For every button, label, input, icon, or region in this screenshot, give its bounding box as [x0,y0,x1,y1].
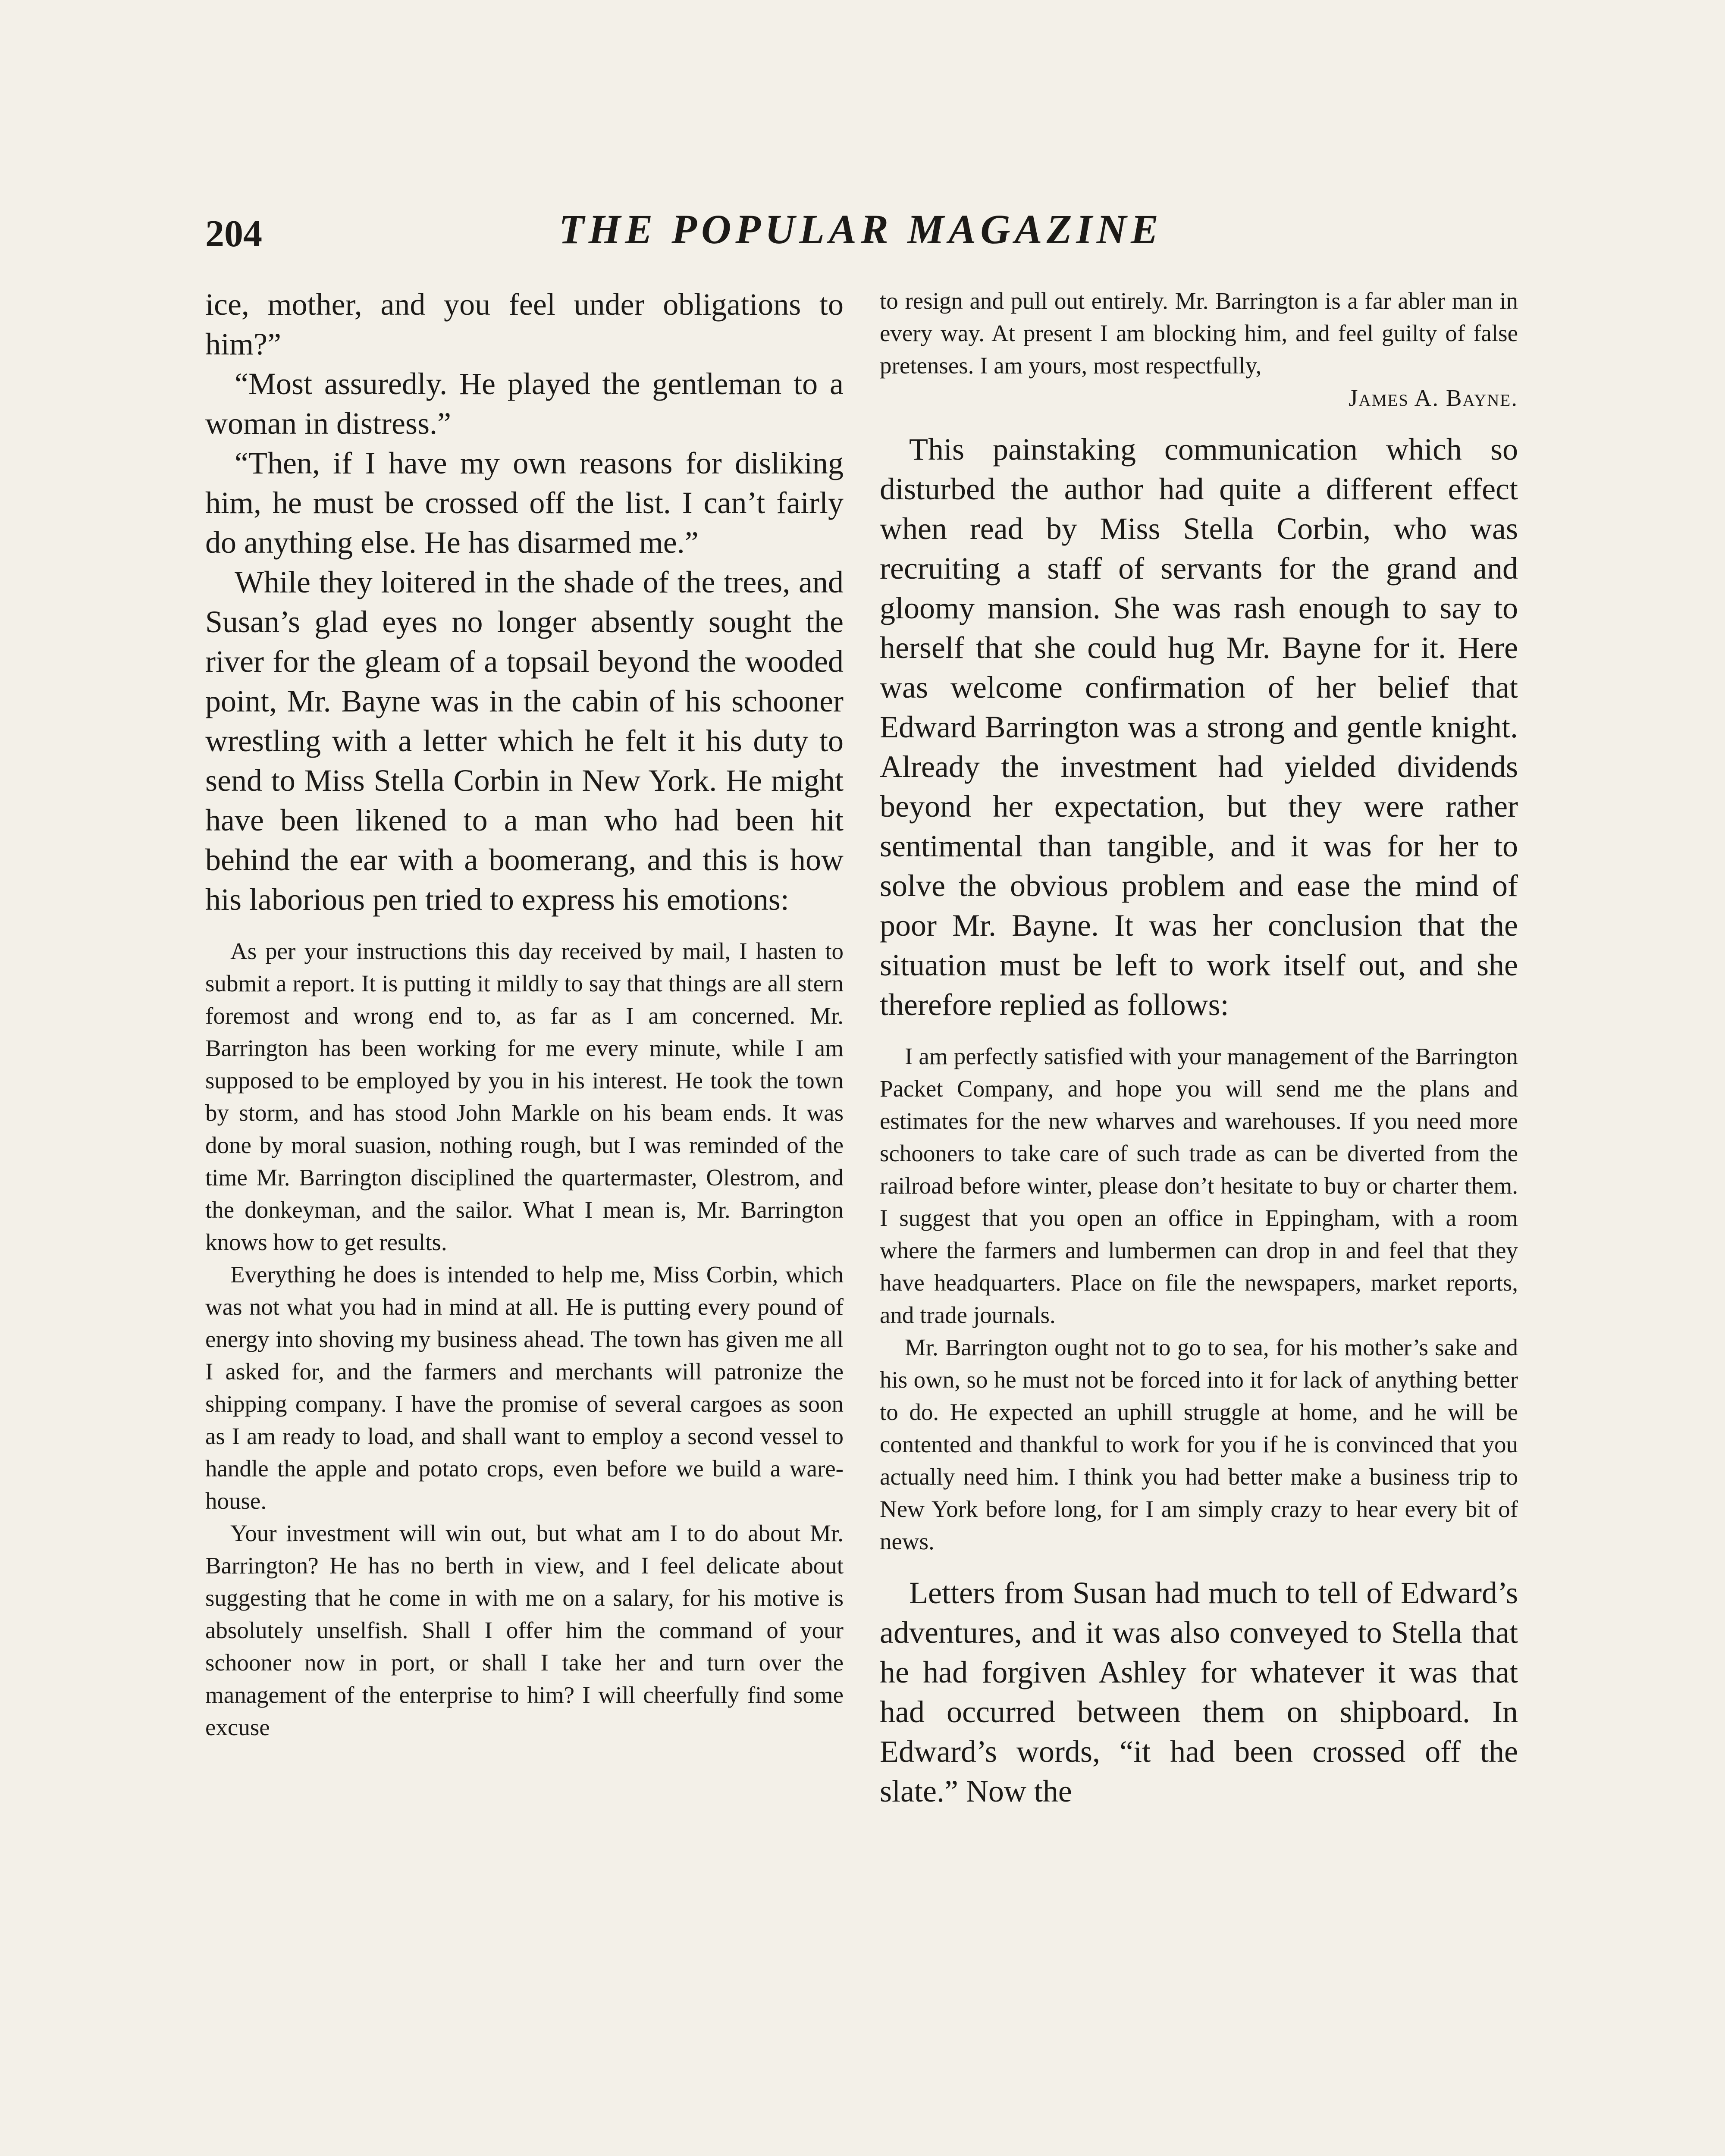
letter-paragraph: to resign and pull out entirely. Mr. Barrington is a far abler man in every way. At present I am blocking him, and feel guilty of false pretenses. I am yours, most respectfully, [880,288,1518,379]
right-column [880,285,1518,2156]
left-column [205,285,844,2156]
page-number: 204 [205,213,262,255]
letter-paragraph: Everything he does is intended to help me, Miss Corbin, which was not what you had in mind at all. He is putting every pound of energy into shoving my business ahead. The town has given me all I asked for, and the farmers and merchants will patronize the shipping company. I have the promise of several cargoes as soon as I am ready to load, and shall want to employ a second vessel to handle the apple and potato crops, even before we build a warehouse. [205,1261,844,1514]
signature-line [880,382,1518,414]
letter-paragraph: I am perfectly satisfied with your management of the Barrington Packet Company, and hope you will send me the plans and estimates for the new wharves and warehouses. If you need more schooners to take care of such trade as can be diverted from the railroad before winter, please don’t hesitate to buy or charter them. I suggest that you open an office in Eppingham, with a room where the farmers and lumbermen can drop in and feel that they have headquarters. Place on file the newspapers, market reports, and trade journals. [880,1043,1518,1328]
letter-paragraph: As per your instructions this day received by mail, I hasten to submit a report. It is putting it mildly to say that things are all stern foremost and wrong end to, as far as I am concerned. Mr. Barrington has been working for me every minute, while I am supposed to be employed by you in his interest. He took the town by storm, and has stood John Markle on his beam ends. It was done by moral suasion, nothing rough, but I was reminded of the time Mr. Barrington disciplined the quartermaster, Olestrom, and the donkeyman, and the sailor. What I mean is, Mr. Barrington knows how to get results. [205,938,844,1255]
letter-paragraph: Your investment will win out, but what am I to do about Mr. Barrington? He has no berth in view, and I feel delicate about suggesting that he come in with me on a salary, for his motive is absolutely unselfish. Shall I offer him the command of your schooner now in port, or shall I take her and turn over the management of the enterprise to him? I will cheerfully find some excuse [205,1520,844,1740]
paragraph: While they loitered in the shade of the trees, and Susan’s glad eyes no longer absently sought the river for the gleam of a topsail beyond the wooded point, Mr. Bayne was in the cabin of his schooner wrestling with a letter which he felt it his duty to send to Miss Stella Corbin in New York. He might have been likened to a man who had been hit behind the ear with a boomerang, and this is how his laborious pen tried to express his emotions: [205,565,844,917]
paragraph: This painstaking communication which so disturbed the author had quite a different effect when read by Miss Stella Corbin, who was recruiting a staff of servants for the grand and gloomy mansion. She was rash enough to say to herself that she could hug Mr. Bayne for it. Here was welcome confirmation of her belief that Edward Barrington was a strong and gentle knight. Already the investment had yielded dividends beyond her expectation, but they were rather sentimental than tangible, and it was for her to solve the obvious problem and ease the mind of poor Mr. Bayne. It was her conclusion that the situation must be left to work itself out, and she therefore replied as follows: [880,432,1518,1022]
running-head [205,205,1516,270]
paragraph: Letters from Susan had much to tell of Edward’s adventures, and it was also conveyed to Stella that he had forgiven Ashley for whatever it was that had occurred between them on shipboard. In Edward’s words, “it had been crossed off the slate.” Now the [880,1576,1518,1808]
magazine-title: THE POPULAR MAGAZINE [558,206,1163,252]
letter-paragraph: Mr. Barrington ought not to go to sea, for his mother’s sake and his own, so he must not be forced into it for lack of anything better to do. He expected an uphill struggle at home, and he will be contented and thankful to work for you if he is convinced that you actually need him. I think you had better make a business trip to New York before long, for I am simply crazy to hear every bit of news. [880,1334,1518,1554]
paragraph: “Most assuredly. He played the gentleman to a woman in distress.” [205,367,844,441]
paragraph: “Then, if I have my own reasons for disliking him, he must be crossed off the list. I can’t fairly do anything else. He has disarmed me.” [205,446,844,560]
letter-signature: James A. Bayne. [1349,385,1518,411]
paragraph: ice, mother, and you feel under obligations to him?” [205,287,844,361]
